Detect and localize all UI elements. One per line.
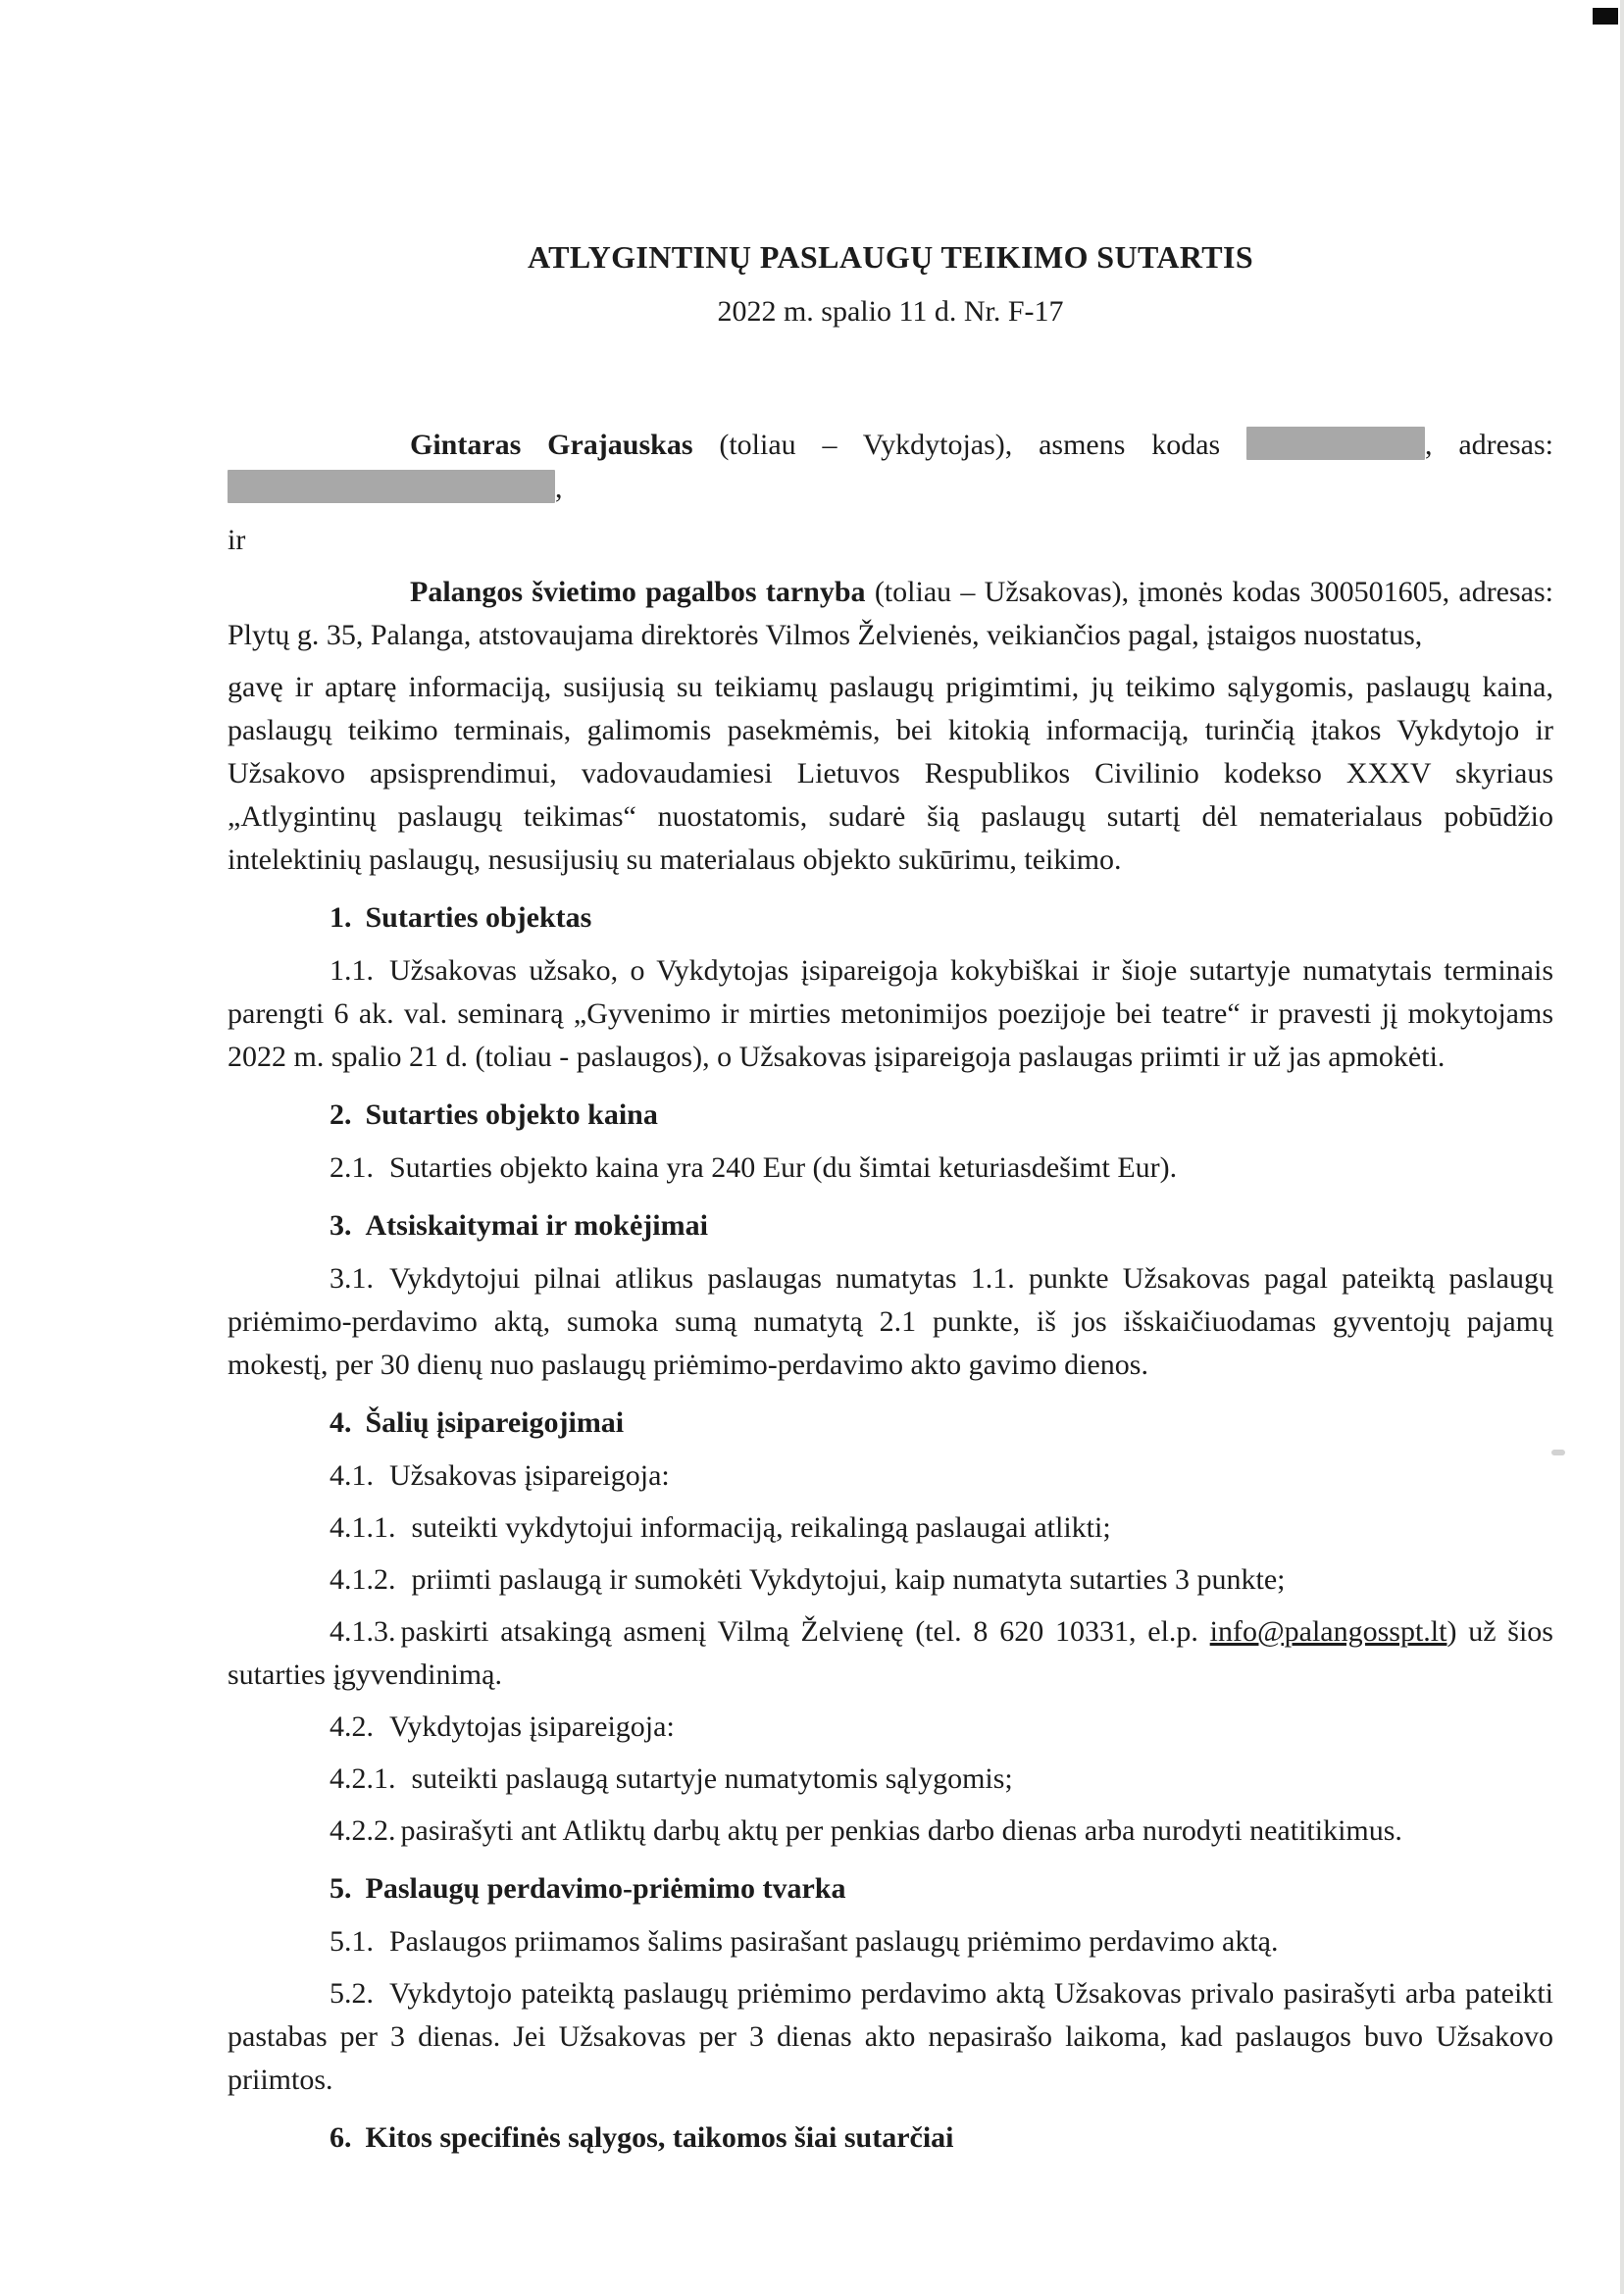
clause-5-1 — [228, 1920, 1553, 1963]
section-title: Sutarties objektas — [365, 901, 592, 934]
clause-4-1-1 — [228, 1506, 1553, 1550]
contract-date-number-line: 2022 m. spalio 11 d. Nr. F-17 — [717, 295, 1064, 328]
section-number: 6. — [330, 2121, 352, 2154]
section-title: Sutarties objekto kaina — [365, 1098, 658, 1131]
clause-text: Sutarties objekto kaina yra 240 Eur (du šimtai keturiasdešimt Eur). — [389, 1151, 1178, 1184]
clause-2-1 — [228, 1147, 1553, 1190]
clause-5-2 — [228, 1972, 1553, 2102]
contractor-party-clause — [228, 424, 1553, 510]
section-number: 5. — [330, 1872, 352, 1905]
preamble-clause: gavę ir aptarę informaciją, susijusią su teikiamų paslaugų prigimtimi, jų teikimo sąlygomis, paslaugų kaina, paslaugų teikimo terminais, galimomis pasekmėmis, bei kitokią informaciją, turinčią įtakos Vykdytojo ir Užsakovo apsisprendimui, vadovaudamiesi Lietuvos Respublikos Civilinio kodekso XXXV skyriaus „Atlygintinų paslaugų teikimas“ nuostatomis, sudarė šią paslaugų sutartį dėl nematerialaus pobūdžio intelektinių paslaugų, nesusijusių su materialaus objekto sukūrimu, teikimo. — [228, 671, 1553, 876]
clause-3-1 — [228, 1257, 1553, 1387]
clause-4-2-2 — [228, 1810, 1553, 1853]
scan-artifact-corner-mark — [1593, 8, 1618, 25]
clause-4-1 — [228, 1454, 1553, 1498]
clause-text: Vykdytojui pilnai atlikus paslaugas numatytas 1.1. punkte Užsakovas pagal pateiktą paslaugų priėmimo-perdavimo aktą, sumoka sumą numatytą 2.1 punkte, iš jos išskaičiuodamas gyventojų pajamų mokestį, per 30 dienų nuo paslaugų priėmimo-perdavimo akto gavimo dienos. — [228, 1262, 1553, 1381]
redacted-address-box — [228, 470, 555, 503]
address-trailing-comma: , — [555, 472, 563, 504]
clause-number: 4.1.1. — [330, 1511, 396, 1544]
clause-number: 4.2.2. — [330, 1814, 396, 1847]
section-title: Paslaugų perdavimo-priėmimo tvarka — [365, 1872, 846, 1905]
section-heading-2 — [228, 1094, 1553, 1137]
clause-4-2-1 — [228, 1758, 1553, 1801]
parties-conjunction: ir — [228, 524, 246, 556]
clause-number: 1.1. — [330, 954, 374, 987]
clause-number: 5.1. — [330, 1925, 374, 1958]
clause-4-1-3 — [228, 1610, 1553, 1697]
clause-text: Užsakovas įsipareigoja: — [389, 1459, 670, 1492]
contractor-descriptor: (toliau – Vykdytojas), asmens kodas — [692, 429, 1247, 461]
clause-4-2 — [228, 1706, 1553, 1749]
section-heading-6 — [228, 2116, 1553, 2160]
email-link: info@palangosspt.lt — [1209, 1615, 1447, 1648]
client-party-clause — [228, 571, 1553, 657]
clause-number: 3.1. — [330, 1262, 374, 1295]
redacted-personal-code-box — [1246, 427, 1425, 460]
scan-edge-shadow — [1620, 0, 1624, 2294]
section-heading-5 — [228, 1867, 1553, 1911]
section-number: 1. — [330, 901, 352, 934]
clause-text: Užsakovas užsako, o Vykdytojas įsipareigoja kokybiškai ir šioje sutartyje numatytais terminais parengti 6 ak. val. seminarą „Gyvenimo ir mirties metonimijos poezijoje bei teatre“ ir pravesti jį mokytojams 2022 m. spalio 21 d. (toliau - paslaugos), o Užsakovas įsipareigoja paslaugas priimti ir už jas apmokėti. — [228, 954, 1553, 1073]
clause-4-1-2 — [228, 1558, 1553, 1602]
section-heading-4 — [228, 1402, 1553, 1445]
section-title: Atsiskaitymai ir mokėjimai — [365, 1209, 708, 1242]
clause-text: pasirašyti ant Atliktų darbų aktų per penkias darbo dienas arba nurodyti neatitikimus. — [400, 1814, 1402, 1847]
clause-number: 5.2. — [330, 1977, 374, 2010]
section-number: 2. — [330, 1098, 352, 1131]
clause-number: 4.1.3. — [330, 1615, 396, 1648]
contract-title: ATLYGINTINŲ PASLAUGŲ TEIKIMO SUTARTIS — [527, 239, 1254, 275]
clause-text: suteikti paslaugą sutartyje numatytomis sąlygomis; — [411, 1762, 1013, 1795]
clause-text-after-link: ) už šios sutarties įgyvendinimą. — [228, 1615, 1553, 1691]
scan-artifact-smudge — [1551, 1450, 1565, 1455]
clause-number: 4.2. — [330, 1710, 374, 1743]
section-heading-1 — [228, 896, 1553, 940]
clause-number: 4.2.1. — [330, 1762, 396, 1795]
clause-text: Vykdytojo pateiktą paslaugų priėmimo perdavimo aktą Užsakovas privalo pasirašyti arba pateikti pastabas per 3 dienas. Jei Užsakovas per 3 dienas akto nepasirašo laikoma, kad paslaugos buvo Užsakovo priimtos. — [228, 1977, 1553, 2096]
clause-text: Paslaugos priimamos šalims pasirašant paslaugų priėmimo perdavimo aktą. — [389, 1925, 1279, 1958]
contractor-name: Gintaras Grajauskas — [410, 429, 693, 461]
section-number: 4. — [330, 1406, 352, 1439]
clause-text-before-link: paskirti atsakingą asmenį Vilmą Želvienę (tel. 8 620 10331, el.p. — [400, 1615, 1210, 1648]
section-number: 3. — [330, 1209, 352, 1242]
clause-number: 4.1. — [330, 1459, 374, 1492]
section-title: Šalių įsipareigojimai — [365, 1406, 625, 1439]
clause-number: 4.1.2. — [330, 1563, 396, 1596]
clause-text: priimti paslaugą ir sumokėti Vykdytojui, kaip numatyta sutarties 3 punkte; — [411, 1563, 1286, 1596]
clause-text: suteikti vykdytojui informaciją, reikalingą paslaugai atlikti; — [411, 1511, 1111, 1544]
client-name: Palangos švietimo pagalbos tarnyba — [410, 576, 866, 608]
clause-text: Vykdytojas įsipareigoja: — [389, 1710, 675, 1743]
section-heading-3 — [228, 1204, 1553, 1248]
client-descriptor: (toliau – Užsakovas), įmonės kodas 300501605, adresas: Plytų g. 35, Palanga, atstovaujama direktorės Vilmos Želvienės, veikiančios pagal, įstaigos nuostatus, — [228, 576, 1553, 651]
section-title: Kitos specifinės sąlygos, taikomos šiai sutarčiai — [365, 2121, 954, 2154]
clause-number: 2.1. — [330, 1151, 374, 1184]
contractor-after-code-text: , adresas: — [1425, 429, 1553, 461]
clause-1-1 — [228, 949, 1553, 1079]
